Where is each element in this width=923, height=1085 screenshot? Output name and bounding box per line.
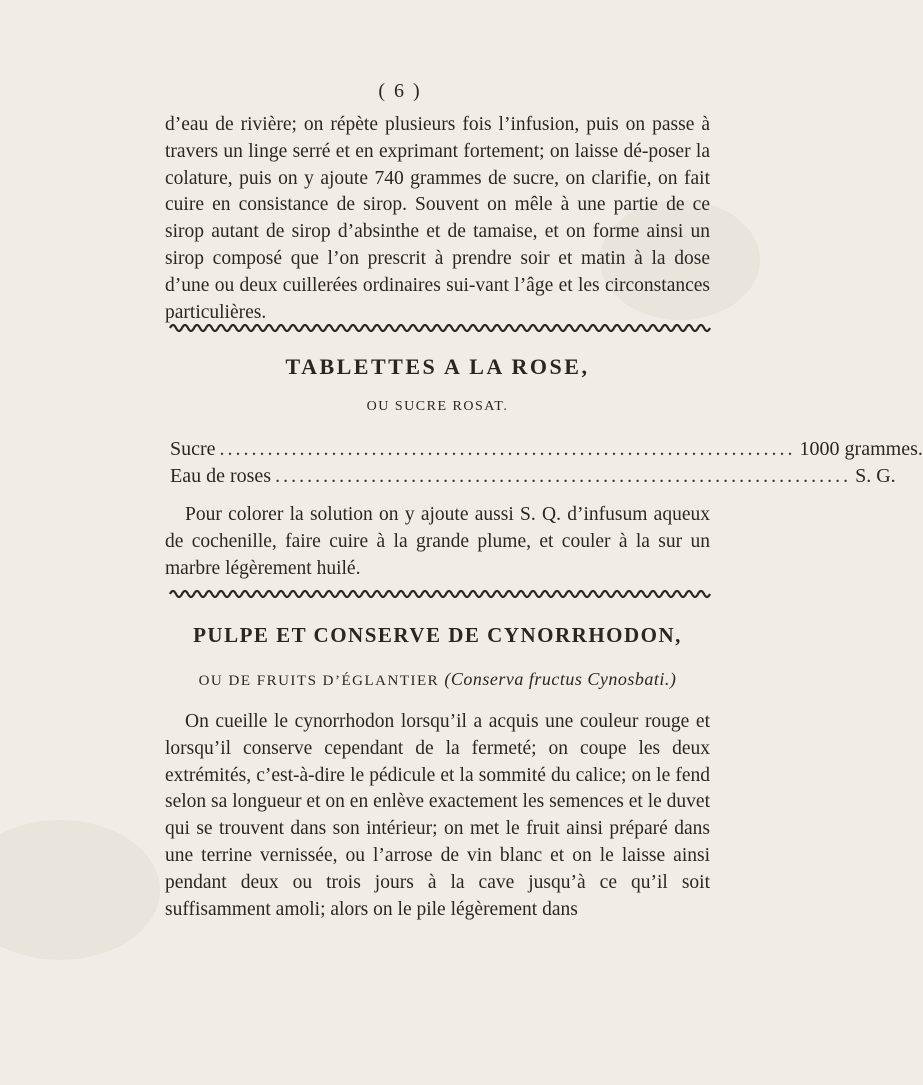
ingredient-quantity: S. G. bbox=[855, 465, 896, 487]
ingredient-row bbox=[170, 465, 896, 488]
dot-leader: ........................................................................ bbox=[275, 465, 852, 487]
page-number: ( 6 ) bbox=[378, 80, 422, 102]
subtitle-latin: (Conserva fructus Cynosbati.) bbox=[444, 669, 677, 689]
ornamental-divider bbox=[170, 588, 710, 600]
subtitle-prefix: OU DE FRUITS D’ÉGLANTIER bbox=[198, 673, 440, 689]
intro-paragraph: d’eau de rivière; on répète plusieurs fois l’infusion, puis on passe à travers un linge serré et en exprimant fortement; on laisse dé-poser la colature, puis on y ajoute 740 grammes de sucre, on clarifie, on fait cuire en consistance de sirop. Souvent on mêle à une partie de ce sirop autant de sirop d’absinthe et de tamaise, et on forme ainsi un sirop composé que l’on prescrit à prendre soir et matin à la dose d’une ou deux cuillerées ordinaires sui-vant l’âge et les circonstances particulières. bbox=[165, 114, 710, 323]
ingredient-name: Eau de roses bbox=[170, 465, 272, 487]
ingredient-quantity: 1000 grammes. bbox=[799, 438, 923, 460]
ornamental-divider bbox=[170, 322, 710, 334]
section-title: PULPE ET CONSERVE DE CYNORRHODON, bbox=[193, 623, 682, 647]
section-title: TABLETTES A LA ROSE, bbox=[285, 354, 590, 379]
paper-stain bbox=[0, 820, 160, 960]
dot-leader: ........................................................................ bbox=[219, 438, 796, 460]
section-paragraph: Pour colorer la solution on y ajoute aussi S. Q. d’infusum aqueux de cochenille, faire cuire à la grande plume, et couler à la sur un marbre légèrement huilé. bbox=[165, 504, 710, 579]
ingredient-row bbox=[170, 438, 923, 461]
section-subtitle bbox=[165, 669, 710, 690]
section-subtitle: OU SUCRE ROSAT. bbox=[366, 399, 509, 414]
section-paragraph: On cueille le cynorrhodon lorsqu’il a acquis une couleur rouge et lorsqu’il conserve cependant de la fermeté; on coupe les deux extrémités, c’est-à-dire le pédicule et la sommité du calice; on le fend selon sa longueur et on en enlève exactement les semences et le duvet qui se trouvent dans son intérieur; on met le fruit ainsi préparé dans une terrine vernissée, ou l’arrose de vin blanc et on le laisse ainsi pendant deux ou trois jours à la cave jusqu’à ce qu’il soit suffisamment amoli; alors on le pile légèrement dans bbox=[165, 711, 710, 920]
ingredient-name: Sucre bbox=[170, 438, 216, 460]
